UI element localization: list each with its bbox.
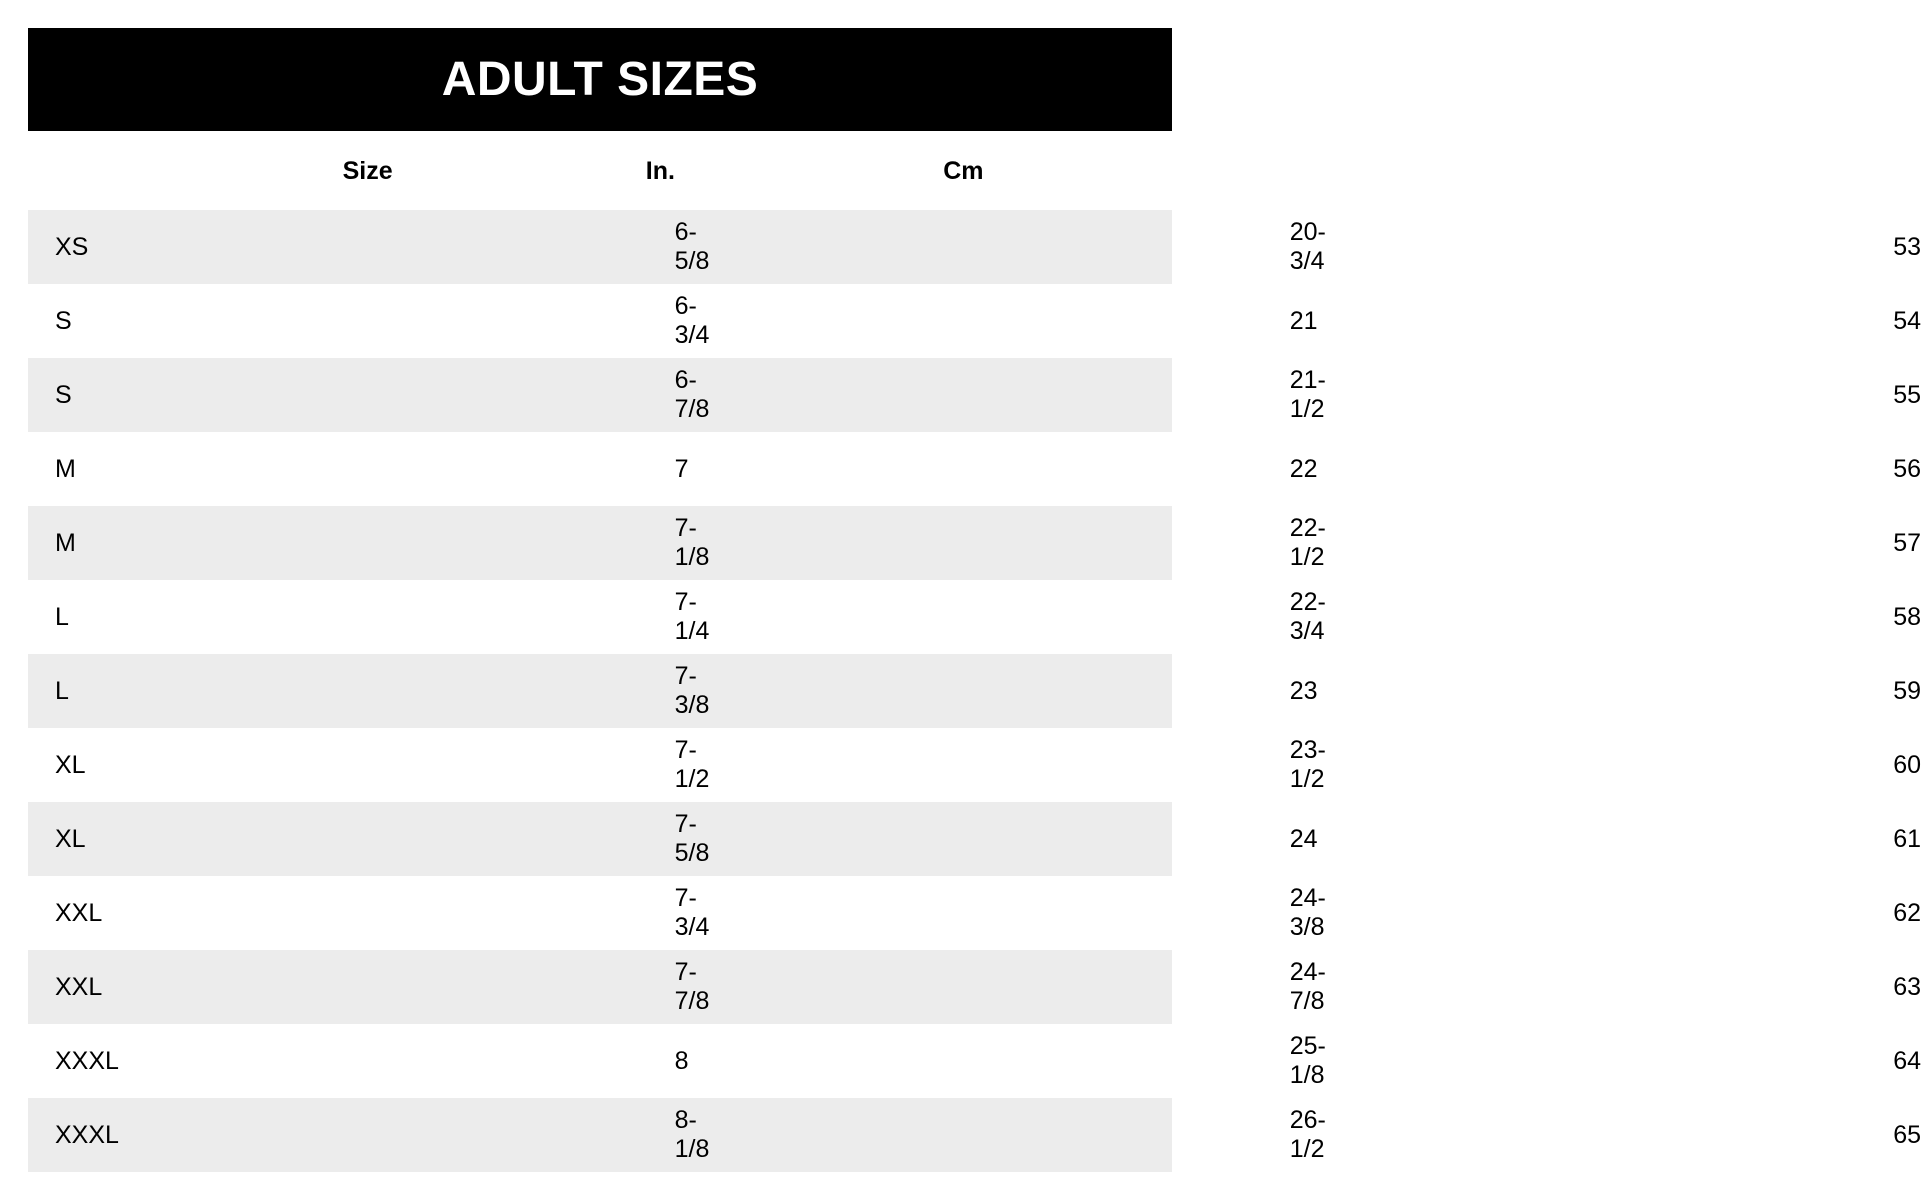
cell-inches: 25-1/8 xyxy=(646,1024,943,1098)
title-bar-cell xyxy=(28,28,1172,131)
table-row xyxy=(28,1024,1172,1098)
cell-size-label: L xyxy=(28,580,343,654)
cell-size: 7-5/8 xyxy=(343,802,646,876)
cell-size: 6-7/8 xyxy=(343,358,646,432)
cell-cm: 65 xyxy=(943,1098,1172,1172)
cell-size: 6-5/8 xyxy=(343,210,646,284)
cell-inches: 24 xyxy=(646,802,943,876)
cell-inches: 21-1/2 xyxy=(646,358,943,432)
cell-size: 6-3/4 xyxy=(343,284,646,358)
cell-size: 7-7/8 xyxy=(343,950,646,1024)
cell-size: 8 xyxy=(343,1024,646,1098)
cell-size-label: M xyxy=(28,432,343,506)
cell-cm: 60 xyxy=(943,728,1172,802)
cell-cm: 64 xyxy=(943,1024,1172,1098)
cell-size-label: S xyxy=(28,358,343,432)
cell-size-label: XXL xyxy=(28,876,343,950)
cell-cm: 56 xyxy=(943,432,1172,506)
cell-size-label: M xyxy=(28,506,343,580)
cell-size-label: XXXL xyxy=(28,1024,343,1098)
table-row xyxy=(28,358,1172,432)
column-header-sizelabel xyxy=(28,131,343,210)
table-row xyxy=(28,728,1172,802)
table-body xyxy=(28,210,1921,1172)
table-header-group xyxy=(28,28,1172,131)
cell-size-label: XXL xyxy=(28,950,343,1024)
cell-cm: 63 xyxy=(943,950,1172,1024)
cell-size-label: XL xyxy=(28,728,343,802)
cell-cm: 53 xyxy=(943,210,1172,284)
cell-inches: 21 xyxy=(646,284,943,358)
table-row xyxy=(28,802,1172,876)
page-title: ADULT SIZES xyxy=(441,53,759,106)
cell-size: 7-1/4 xyxy=(343,580,646,654)
cell-size-label: XS xyxy=(28,210,343,284)
cell-size: 7-1/2 xyxy=(343,728,646,802)
cell-inches: 26-1/2 xyxy=(646,1098,943,1172)
column-headers-group xyxy=(28,131,1172,210)
cell-size: 8-1/8 xyxy=(343,1098,646,1172)
cell-size: 7 xyxy=(343,432,646,506)
cell-size-label: XXXL xyxy=(28,1098,343,1172)
cell-inches: 23-1/2 xyxy=(646,728,943,802)
cell-inches: 22 xyxy=(646,432,943,506)
cell-inches: 22-3/4 xyxy=(646,580,943,654)
column-header-inches: In. xyxy=(646,131,943,210)
cell-inches: 22-1/2 xyxy=(646,506,943,580)
cell-inches: 20-3/4 xyxy=(646,210,943,284)
cell-inches: 24-3/8 xyxy=(646,876,943,950)
column-header-size: Size xyxy=(343,131,646,210)
cell-cm: 55 xyxy=(943,358,1172,432)
column-header-cm: Cm xyxy=(943,131,1172,210)
cell-size: 7-1/8 xyxy=(343,506,646,580)
table-row xyxy=(28,432,1172,506)
cell-inches: 24-7/8 xyxy=(646,950,943,1024)
table-row xyxy=(28,506,1172,580)
cell-cm: 59 xyxy=(943,654,1172,728)
column-header-row xyxy=(28,131,1172,210)
cell-size-label: XL xyxy=(28,802,343,876)
cell-size: 7-3/8 xyxy=(343,654,646,728)
table-row xyxy=(28,876,1172,950)
title-bar-row xyxy=(28,28,1172,131)
cell-size-label: S xyxy=(28,284,343,358)
cell-cm: 61 xyxy=(943,802,1172,876)
table-row xyxy=(28,284,1172,358)
cell-inches: 23 xyxy=(646,654,943,728)
table-row xyxy=(28,950,1172,1024)
table-row xyxy=(28,1098,1172,1172)
adult-sizes-table xyxy=(28,28,1921,1172)
table-row xyxy=(28,210,1172,284)
table-row xyxy=(28,580,1172,654)
cell-size-label: L xyxy=(28,654,343,728)
table-row xyxy=(28,654,1172,728)
cell-cm: 54 xyxy=(943,284,1172,358)
cell-cm: 58 xyxy=(943,580,1172,654)
cell-cm: 62 xyxy=(943,876,1172,950)
cell-size: 7-3/4 xyxy=(343,876,646,950)
cell-cm: 57 xyxy=(943,506,1172,580)
